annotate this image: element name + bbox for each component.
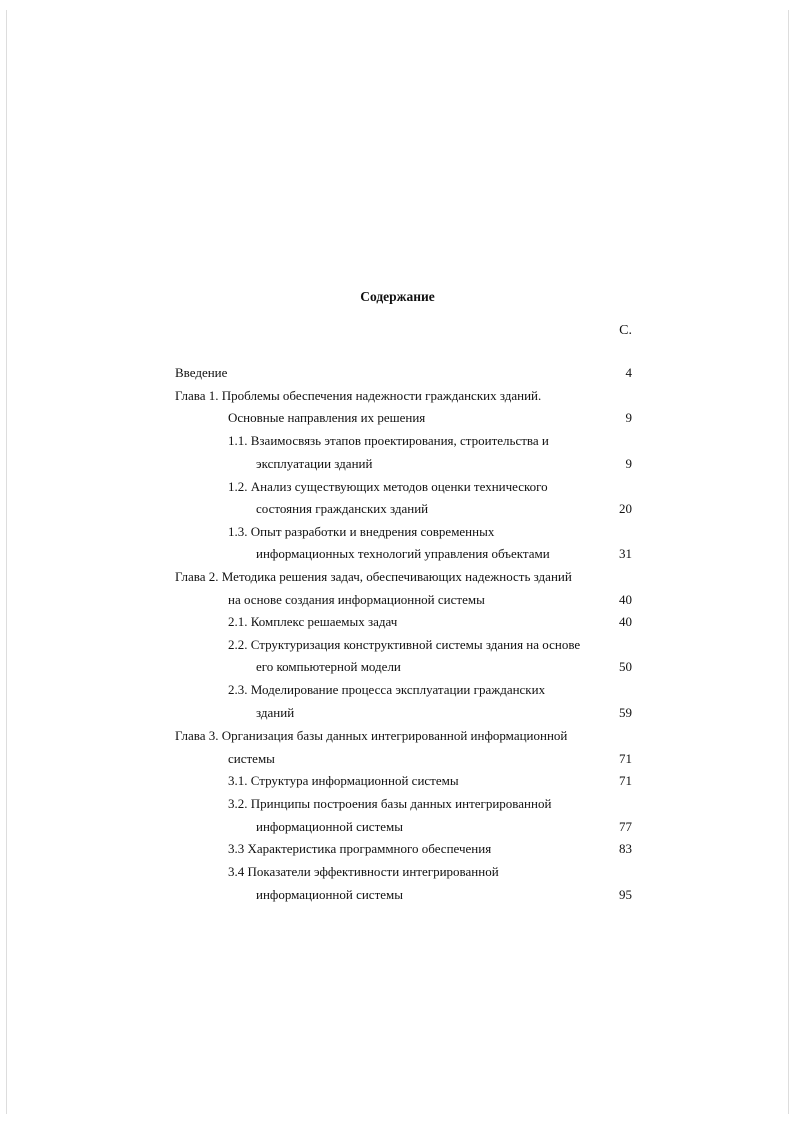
toc-entry-text: информационной системы <box>256 887 403 902</box>
toc-entry-text: 1.2. Анализ существующих методов оценки технического <box>228 479 548 494</box>
toc-entry-page: 71 <box>619 751 632 766</box>
toc-entry-text: Глава 3. Организация базы данных интегрированной информационной <box>175 728 568 743</box>
toc-entry-text: 2.2. Структуризация конструктивной системы здания на основе <box>228 637 581 652</box>
toc-entry-text: Основные направления их решения <box>228 410 426 425</box>
toc-entry-page: 20 <box>619 501 632 516</box>
toc-entry-page: 40 <box>619 592 632 607</box>
toc-entry-page: 95 <box>619 887 632 902</box>
toc-entry-text: Глава 2. Методика решения задач, обеспечивающих надежность зданий <box>175 569 572 584</box>
toc-entry-page: 59 <box>619 705 632 720</box>
toc-entry-text: информационных технологий управления объектами <box>256 546 550 561</box>
toc-entry-page: 40 <box>619 614 632 629</box>
toc-entry-page: 71 <box>619 773 632 788</box>
toc-entry-text: 3.2. Принципы построения базы данных интегрированной <box>228 796 552 811</box>
toc-entry-text: эксплуатации зданий <box>256 456 373 471</box>
toc-entry-text: информационной системы <box>256 819 403 834</box>
toc-entry-text: 2.3. Моделирование процесса эксплуатации гражданских <box>228 682 546 697</box>
toc-entry-text: его компьютерной модели <box>256 659 401 674</box>
toc-entry-text: 1.3. Опыт разработки и внедрения современных <box>228 524 495 539</box>
page-column-label: С. <box>619 323 632 338</box>
toc-entry-text: зданий <box>256 705 295 720</box>
page-title: Содержание <box>360 289 435 304</box>
toc-entry-text: системы <box>228 751 275 766</box>
toc-entry-text: Глава 1. Проблемы обеспечения надежности гражданских зданий. <box>175 388 542 403</box>
toc-entry-page: 9 <box>625 456 632 471</box>
toc-entry-text: 2.1. Комплекс решаемых задач <box>228 614 398 629</box>
toc-entry-text: 3.4 Показатели эффективности интегрированной <box>228 864 499 879</box>
toc-entry-text: 3.1. Структура информационной системы <box>228 773 459 788</box>
toc-entry-page: 77 <box>619 819 632 834</box>
toc-entry-text: на основе создания информационной системы <box>228 592 485 607</box>
toc-entry-text: 3.3 Характеристика программного обеспечения <box>228 841 492 856</box>
toc-entry-page: 9 <box>625 410 632 425</box>
toc-entry-text: состояния гражданских зданий <box>256 501 429 516</box>
toc-entry-text: 1.1. Взаимосвязь этапов проектирования, строительства и <box>228 433 549 448</box>
toc-entry-page: 83 <box>619 841 632 856</box>
toc-entry-page: 31 <box>619 546 632 561</box>
toc-entry-text: Введение <box>175 365 228 380</box>
toc-entry-page: 4 <box>625 365 632 380</box>
toc-entry-page: 50 <box>619 659 632 674</box>
